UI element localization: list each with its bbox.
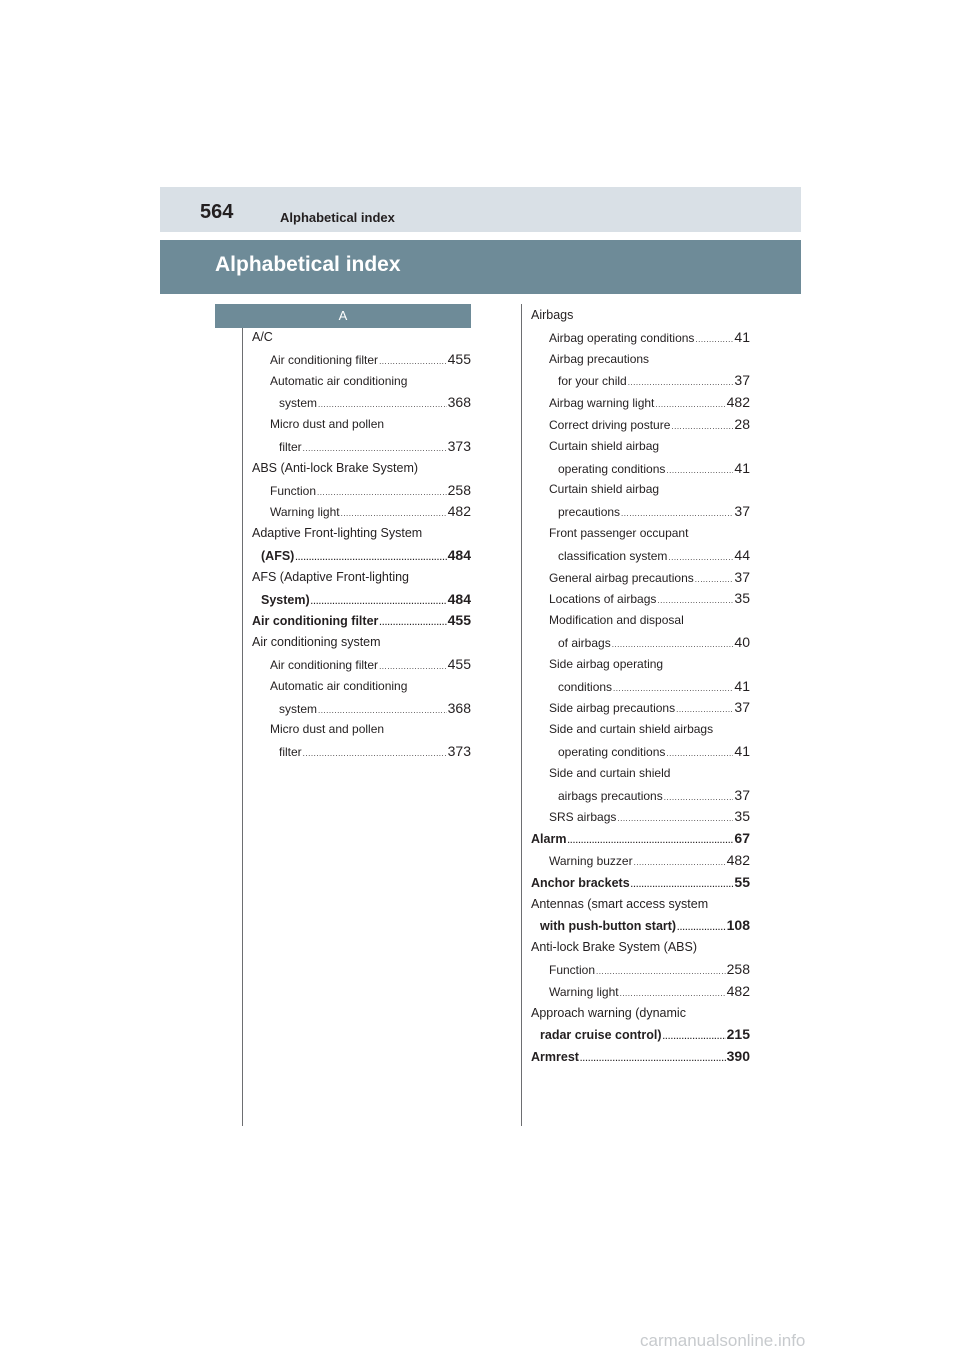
index-entry-page[interactable]: 482 [726,394,750,411]
index-entry-text: Air conditioning system [252,635,381,650]
index-entry [531,763,750,785]
index-entry-page[interactable]: 37 [734,503,750,520]
index-entry [252,698,471,720]
index-entry [531,327,750,349]
index-entry [252,567,471,589]
leader-dots [617,808,733,830]
index-entry-text: Air conditioning filter [270,352,379,367]
index-entry-text: with push-button start) [540,919,677,934]
index-entry [531,654,750,676]
index-entry [252,545,471,567]
index-entry [252,719,471,741]
index-entry-page[interactable]: 40 [734,633,750,650]
index-entry-page[interactable]: 41 [734,328,750,345]
index-entry-page[interactable]: 35 [734,590,750,607]
index-entry-text: airbags precautions [558,788,663,803]
page-number: 564 [200,201,234,223]
leader-dots [664,787,734,809]
index-entry [531,632,750,654]
index-entry [531,785,750,807]
index-entry-text: system [279,701,318,716]
index-entry-text: Micro dust and pollen [270,722,385,737]
index-entry-page[interactable]: 44 [734,546,750,563]
index-entry-page[interactable]: 37 [734,786,750,803]
index-entry-text: Automatic air conditioning [270,373,408,388]
index-entry-page[interactable]: 373 [447,743,471,760]
index-entry [531,719,750,741]
index-entry-page[interactable]: 108 [726,917,750,934]
leader-dots [657,590,733,612]
index-entry [531,458,750,480]
index-entry [252,501,471,523]
index-entry-text: Warning buzzer [549,853,633,868]
index-entry [531,872,750,894]
index-entry-text: (AFS) [261,548,295,563]
index-entry-text: filter [279,745,302,760]
index-entry-text: A/C [252,330,273,344]
index-entry-page[interactable]: 41 [734,459,750,476]
index-entry [531,915,750,937]
index-entry-text: Alarm [531,832,567,847]
index-entry [531,370,750,392]
index-entry [531,392,750,414]
page-title: Alphabetical index [215,253,401,276]
index-entry-page[interactable]: 373 [447,437,471,454]
index-entry-page[interactable]: 455 [447,612,471,629]
index-entry-page[interactable]: 482 [726,851,750,868]
index-entry-text: Airbag precautions [549,351,650,366]
index-entry-text: operating conditions [558,461,666,476]
index-entry-text: Curtain shield airbag [549,438,660,453]
index-entry-text: Antennas (smart access system [531,896,709,911]
index-entry-text: Airbag operating conditions [549,330,695,345]
index-entry [252,458,471,480]
index-entry-page[interactable]: 482 [447,503,471,520]
leader-dots [580,1048,726,1070]
index-entry-text: General airbag precautions [549,570,694,585]
index-entry-text: Side and curtain shield [549,765,671,780]
leader-dots [621,503,733,525]
index-entry [252,349,471,371]
index-entry-text: ABS (Anti-lock Brake System) [252,460,419,475]
index-entry [531,545,750,567]
index-entry-page[interactable]: 67 [734,830,750,847]
index-entry-text: Airbag warning light [549,396,655,411]
index-entry [531,436,750,458]
index-entry-text: AFS (Adaptive Front-lighting [252,569,410,584]
index-entry [531,828,750,850]
header-bar [160,187,801,232]
index-entry-page[interactable]: 215 [726,1026,750,1043]
index-entry [531,1024,750,1046]
leader-dots [671,416,733,438]
index-entry [531,741,750,763]
index-entry [531,676,750,698]
index-entry-text: Side airbag precautions [549,701,676,716]
index-entry-text: SRS airbags [549,810,617,825]
index-entry-text: Air conditioning filter [270,657,379,672]
index-entry [531,349,750,371]
leader-dots [303,438,447,460]
index-entry-page[interactable]: 55 [734,873,750,890]
index-entry [252,371,471,393]
left-column-rule [242,304,243,1126]
index-entry-text: Modification and disposal [549,613,684,628]
index-entry-page[interactable]: 455 [447,350,471,367]
index-entry-text: Side airbag operating [549,656,664,671]
index-entry-page[interactable]: 368 [447,394,471,411]
index-entry-page[interactable]: 368 [447,699,471,716]
index-entry [531,305,750,327]
index-entry [531,501,750,523]
index-entry-page[interactable]: 455 [447,655,471,672]
leader-dots [631,874,734,896]
index-entry-page[interactable]: 482 [726,982,750,999]
index-entry [531,523,750,545]
index-entry-text: System) [261,592,310,607]
leader-dots [677,917,726,939]
leader-dots [666,460,733,482]
leader-dots [666,743,733,765]
leader-dots [668,547,733,569]
leader-dots [634,852,726,874]
index-entry [531,479,750,501]
index-entry-text: Warning light [270,505,340,520]
index-entry-text: Air conditioning filter [252,614,379,629]
index-entry-text: Curtain shield airbag [549,482,660,497]
leader-dots [311,591,447,613]
index-entry-text: radar cruise control) [540,1028,662,1043]
leader-dots [341,503,447,525]
index-entry-text: for your child [558,374,627,389]
leader-dots [612,634,734,656]
watermark: carmanualsonline.info [640,1331,806,1350]
index-entry [252,589,471,611]
leader-dots [628,372,734,394]
header-section-title: Alphabetical index [280,210,395,225]
leader-dots [676,699,733,721]
index-entry [252,741,471,763]
index-entry-text: Locations of airbags [549,592,657,607]
index-entry-page[interactable]: 258 [447,481,471,498]
right-column-rule [521,304,522,1126]
index-entry [252,414,471,436]
index-entry [252,632,471,654]
index-entry [531,894,750,916]
leader-dots [379,612,446,634]
index-entry [531,610,750,632]
index-entry-page[interactable]: 258 [726,960,750,977]
leader-dots [613,678,733,700]
index-entry [252,436,471,458]
leader-dots [318,394,447,416]
index-entry [531,1003,750,1025]
index-entry-page[interactable]: 484 [447,590,471,607]
index-entry-text: precautions [558,505,621,520]
leader-dots [317,482,447,504]
leader-dots [295,547,446,569]
index-entry-text: Anchor brackets [531,875,630,890]
index-entry-page[interactable]: 484 [447,546,471,563]
leader-dots [596,961,726,983]
letter-heading: A [338,308,348,323]
index-entry [252,523,471,545]
index-entry-text: Correct driving posture [549,417,671,432]
leader-dots [620,983,726,1005]
leader-dots [695,569,734,591]
index-entry-text: Function [270,483,317,498]
index-entry-page[interactable]: 37 [734,699,750,716]
leader-dots [303,743,447,765]
index-entry [531,588,750,610]
index-entry [531,1046,750,1068]
leader-dots [663,1026,726,1048]
index-entry-text: Front passenger occupant [549,525,689,540]
index-entry [252,480,471,502]
index-column-left [252,327,471,763]
index-entry-text: Function [549,962,596,977]
index-entry [252,676,471,698]
leader-dots [695,329,733,351]
index-entry [531,981,750,1003]
index-entry [252,327,471,349]
index-entry [531,959,750,981]
index-entry-page[interactable]: 28 [734,415,750,432]
index-column-right [531,305,750,1068]
index-entry [252,610,471,632]
index-entry-text: Adaptive Front-lighting System [252,526,423,541]
index-entry-text: Approach warning (dynamic [531,1005,686,1020]
index-entry-text: Airbags [531,308,574,322]
leader-dots [318,700,447,722]
index-entry [531,850,750,872]
leader-dots [379,656,447,678]
index-entry-text: of airbags [558,635,611,650]
index-entry-text: filter [279,439,302,454]
index-entry [531,937,750,959]
index-entry [252,654,471,676]
index-entry [531,414,750,436]
index-entry-text: Anti-lock Brake System (ABS) [531,940,698,955]
index-entry-page[interactable]: 37 [734,568,750,585]
index-entry-page[interactable]: 35 [734,808,750,825]
index-entry-text: system [279,396,318,411]
leader-dots [655,394,725,416]
index-entry-page[interactable]: 37 [734,372,750,389]
index-entry-text: classification system [558,548,668,563]
index-entry-text: Side and curtain shield airbags [549,722,714,737]
index-entry-text: Warning light [549,984,619,999]
index-entry [531,567,750,589]
index-entry-page[interactable]: 41 [734,742,750,759]
index-entry [531,697,750,719]
index-entry [531,806,750,828]
index-entry-text: Automatic air conditioning [270,678,408,693]
leader-dots [379,351,447,373]
index-entry-text: conditions [558,679,613,694]
index-entry-page[interactable]: 41 [734,677,750,694]
index-entry-text: Micro dust and pollen [270,417,385,432]
leader-dots [567,830,733,852]
index-entry-text: operating conditions [558,744,666,759]
index-entry-page[interactable]: 390 [726,1048,750,1065]
index-entry-text: Armrest [531,1050,579,1065]
index-entry [252,392,471,414]
